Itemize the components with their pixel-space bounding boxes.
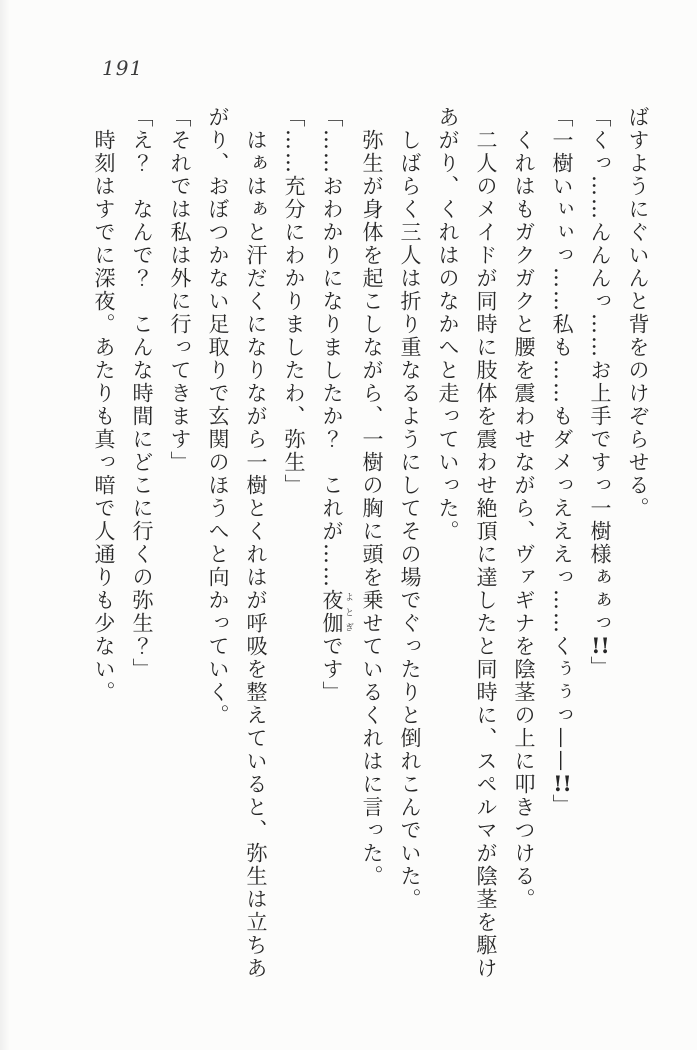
paragraph: 「……おわかりになりましたか？ これが……夜伽 よとぎです」 — [320, 106, 353, 704]
page-number: 191 — [102, 56, 144, 80]
paragraph: くれはもガクガクと腰を震わせながら、ヴァギナを陰茎の上に叩きつける。 — [512, 129, 536, 911]
paragraph: 「……充分にわかりましたわ、弥生」 — [282, 106, 306, 497]
paragraph: 「一樹いぃぃっ……私も……もダメっえええっ……くぅぅっ——!!」 — [550, 106, 574, 817]
double-exclamation-mark: !! — [553, 773, 572, 794]
paragraph: 「それでは私は外に行ってきます」 — [168, 106, 192, 474]
paragraph: はぁはぁと汗だくになりながら一樹とくれはが呼吸を整えていると、弥生は立ちあがり、おぼつかない足取りで玄関のほうへと向かっていく。 — [206, 106, 268, 980]
paragraph: 弥生が身体を起こしながら、一樹の胸に頭を乗せているくれはに言った。 — [360, 129, 384, 888]
text-block — [57, 106, 657, 986]
paragraph: 「くっ……んんんっ……お上手ですっ一樹様ぁぁっ!!」 — [588, 106, 612, 679]
ruby-word: 夜伽 よとぎ — [320, 589, 353, 635]
paragraph: 二人のメイドが同時に肢体を震わせ絶頂に達したと同時に、スペルマが陰茎を駆けあがり、くれはのなかへと走っていった。 — [436, 106, 498, 980]
paragraph: しばらく三人は折り重なるようにしてその場でぐったりと倒れこんでいた。 — [398, 129, 422, 911]
double-exclamation-mark: !! — [591, 635, 610, 656]
ruby-furigana: よとぎ — [343, 589, 353, 635]
paragraph: 時刻はすでに深夜。あたりも真っ暗で人通りも少ない。 — [92, 129, 116, 704]
paragraph: ばすようにぐいんと背をのけぞらせる。 — [626, 106, 650, 520]
paragraph: 「え？ なんで？ こんな時間にどこに行くの弥生？」 — [130, 106, 154, 681]
